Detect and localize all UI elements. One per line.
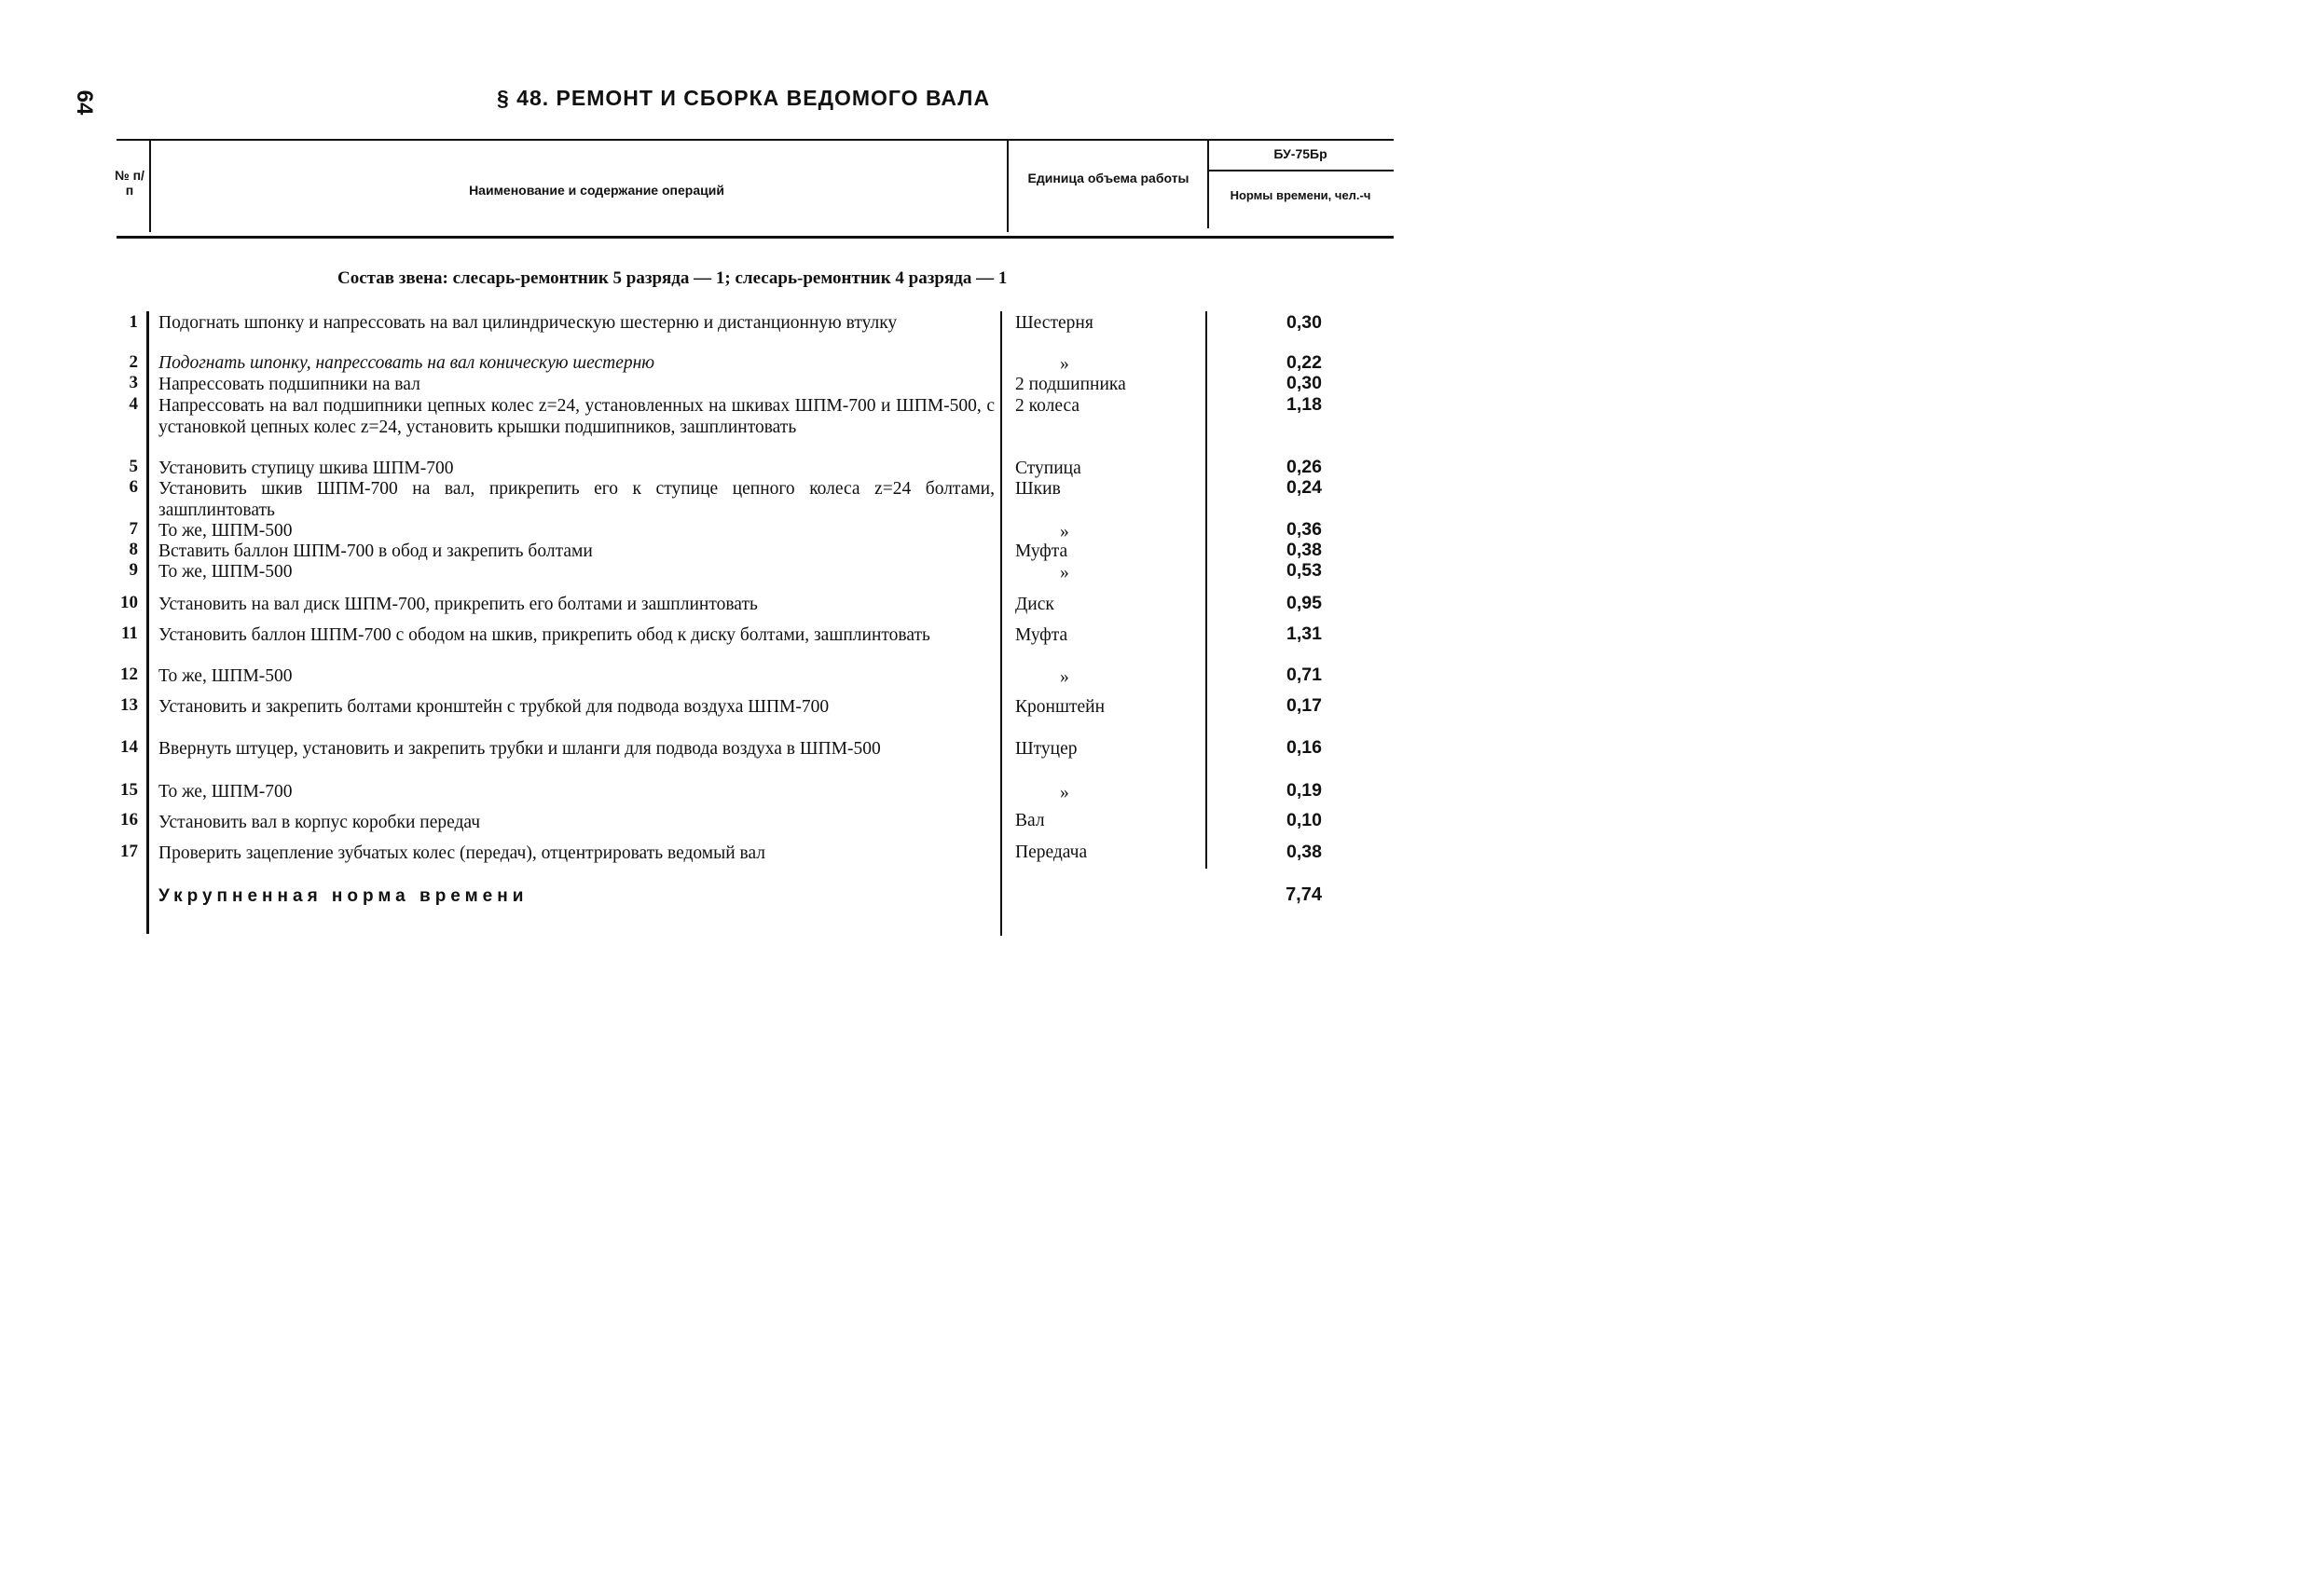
total-value: 7,74	[1286, 884, 1322, 905]
row-unit: »	[1060, 522, 1069, 541]
header-group-rule	[1209, 170, 1394, 171]
row-unit: 2 колеса	[1015, 396, 1080, 416]
row-unit: 2 подшипника	[1015, 375, 1126, 394]
crew-composition: Состав звена: слесарь-ремонтник 5 разряда — 1; слесарь-ремонтник 4 разряда — 1	[337, 268, 1008, 288]
row-norm: 1,31	[1286, 624, 1322, 644]
row-number: 13	[120, 695, 138, 715]
row-operation: То же, ШПМ-500	[158, 666, 293, 686]
header-divider-2	[1007, 141, 1009, 232]
header-norm: Нормы времени, чел.-ч	[1230, 188, 1371, 202]
row-norm: 0,71	[1286, 665, 1322, 685]
row-norm: 0,36	[1286, 519, 1322, 540]
row-number: 15	[120, 780, 138, 800]
row-number: 4	[129, 394, 138, 414]
row-unit: Вал	[1015, 811, 1045, 830]
row-unit: »	[1060, 563, 1069, 582]
body-divider-3	[1205, 311, 1207, 869]
total-label: Укрупненная норма времени	[158, 886, 529, 906]
row-operation: Установить шкив ШПМ-700 на вал, прикрепить его к ступице цепного колеса z=24 болтами, зашплинтовать	[158, 479, 995, 520]
row-number: 11	[121, 624, 138, 643]
row-number: 2	[129, 352, 138, 372]
row-norm: 0,53	[1286, 560, 1322, 581]
row-unit: Ступица	[1015, 459, 1081, 478]
row-norm: 0,16	[1286, 737, 1322, 758]
row-unit: Штуцер	[1015, 739, 1078, 759]
row-operation: Вставить баллон ШПМ-700 в обод и закрепить болтами	[158, 541, 593, 561]
body-divider-1	[146, 311, 149, 934]
row-norm: 0,22	[1286, 352, 1322, 373]
row-number: 6	[129, 477, 138, 497]
header-unit: Единица объема работы	[1027, 171, 1190, 185]
row-number: 5	[129, 457, 138, 476]
header-top-rule	[117, 139, 1394, 141]
row-number: 16	[120, 810, 138, 829]
row-unit: Шкив	[1015, 479, 1061, 499]
header-bottom-rule	[117, 236, 1394, 239]
row-norm: 1,18	[1286, 394, 1322, 415]
row-number: 14	[120, 737, 138, 757]
row-operation: Ввернуть штуцер, установить и закрепить трубки и шланги для подвода воздуха в ШПМ-500	[158, 739, 881, 759]
row-number: 17	[120, 842, 138, 861]
row-operation: Проверить зацепление зубчатых колес (передач), отцентрировать ведомый вал	[158, 843, 766, 863]
row-norm: 0,19	[1286, 780, 1322, 801]
row-operation: Установить на вал диск ШПМ-700, прикрепить его болтами и зашплинтовать	[158, 595, 758, 614]
row-number: 9	[129, 560, 138, 580]
row-operation: Установить и закрепить болтами кронштейн с трубкой для подвода воздуха ШПМ-700	[158, 697, 830, 717]
row-unit: »	[1060, 783, 1069, 802]
header-name: Наименование и содержание операций	[469, 183, 724, 198]
row-operation: То же, ШПМ-700	[158, 782, 293, 802]
row-operation: То же, ШПМ-500	[158, 562, 293, 582]
row-unit: Шестерня	[1015, 313, 1093, 333]
row-norm: 0,26	[1286, 457, 1322, 477]
row-norm: 0,24	[1286, 477, 1322, 498]
row-number: 12	[120, 665, 138, 684]
header-divider-3	[1207, 141, 1209, 228]
row-number: 1	[129, 312, 138, 332]
page-title: § 48. РЕМОНТ И СБОРКА ВЕДОМОГО ВАЛА	[497, 86, 991, 110]
row-norm: 0,17	[1286, 695, 1322, 716]
header-group: БУ-75Бр	[1273, 146, 1327, 161]
row-norm: 0,30	[1286, 373, 1322, 393]
row-operation: Установить ступицу шкива ШПМ-700	[158, 459, 454, 478]
row-number: 10	[120, 593, 138, 612]
row-unit: Муфта	[1015, 541, 1068, 561]
header-divider-1	[149, 141, 151, 232]
row-operation: Подогнать шпонку и напрессовать на вал цилиндрическую шестерню и дистанционную втулку	[158, 313, 898, 333]
row-operation: Установить баллон ШПМ-700 с ободом на шкив, прикрепить обод к диску болтами, зашплинтовать	[158, 625, 930, 645]
row-number: 8	[129, 540, 138, 559]
row-norm: 0,38	[1286, 540, 1322, 560]
row-unit: Передача	[1015, 843, 1088, 862]
row-number: 7	[129, 519, 138, 539]
row-operation: Подогнать шпонку, напрессовать на вал коническую шестерню	[158, 353, 655, 373]
body-divider-2	[1000, 311, 1002, 936]
row-unit: »	[1060, 667, 1069, 687]
row-unit: »	[1060, 354, 1069, 374]
row-unit: Кронштейн	[1015, 697, 1106, 717]
row-norm: 0,95	[1286, 593, 1322, 613]
row-number: 3	[129, 373, 138, 392]
row-operation: Напрессовать подшипники на вал	[158, 375, 420, 394]
header-num: № п/п	[115, 168, 144, 198]
page-number: 64	[72, 89, 97, 116]
row-operation: То же, ШПМ-500	[158, 521, 293, 541]
row-norm: 0,10	[1286, 810, 1322, 830]
row-unit: Муфта	[1015, 625, 1068, 645]
row-operation: Установить вал в корпус коробки передач	[158, 813, 481, 832]
row-norm: 0,30	[1286, 312, 1322, 333]
row-norm: 0,38	[1286, 842, 1322, 862]
row-operation: Напрессовать на вал подшипники цепных колес z=24, установленных на шкивах ШПМ-700 и ШПМ-500, с установкой цепных колес z=24, установить крышки подшипников, зашплинтовать	[158, 396, 995, 437]
row-unit: Диск	[1015, 595, 1054, 614]
